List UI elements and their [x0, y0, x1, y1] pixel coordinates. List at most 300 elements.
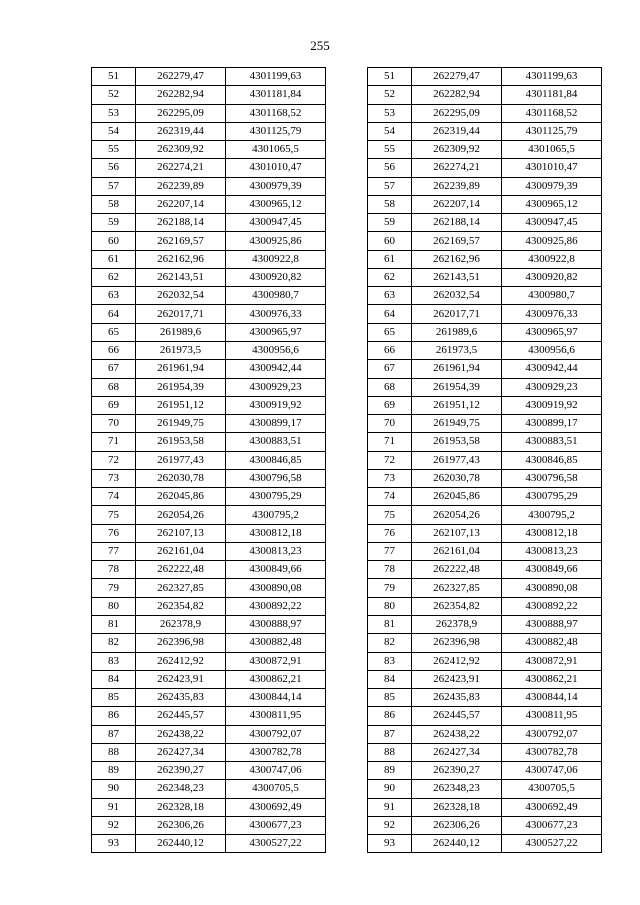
point-number-cell: 53: [92, 104, 136, 122]
y-coordinate-cell: 4300872,91: [502, 652, 602, 670]
table-row: [368, 396, 602, 414]
table-row: [368, 232, 602, 250]
table-row: [368, 341, 602, 359]
x-coordinate-cell: 261954,39: [412, 378, 502, 396]
table-row: [92, 177, 326, 195]
table-row: [368, 816, 602, 834]
coordinates-table-right: [367, 67, 602, 853]
y-coordinate-cell: 4300849,66: [502, 561, 602, 579]
point-number-cell: 59: [92, 214, 136, 232]
y-coordinate-cell: 4301010,47: [502, 159, 602, 177]
y-coordinate-cell: 4300980,7: [226, 287, 326, 305]
y-coordinate-cell: 4301065,5: [226, 141, 326, 159]
table-row: [92, 122, 326, 140]
table-row: [92, 780, 326, 798]
y-coordinate-cell: 4300844,14: [226, 689, 326, 707]
y-coordinate-cell: 4300919,92: [226, 396, 326, 414]
y-coordinate-cell: 4301125,79: [502, 122, 602, 140]
y-coordinate-cell: 4301065,5: [502, 141, 602, 159]
table-row: [92, 488, 326, 506]
y-coordinate-cell: 4300965,97: [226, 323, 326, 341]
y-coordinate-cell: 4300862,21: [502, 670, 602, 688]
table-row: [368, 597, 602, 615]
x-coordinate-cell: 262162,96: [412, 250, 502, 268]
x-coordinate-cell: 261977,43: [412, 451, 502, 469]
x-coordinate-cell: 262162,96: [136, 250, 226, 268]
y-coordinate-cell: 4301010,47: [226, 159, 326, 177]
table-row: [92, 798, 326, 816]
x-coordinate-cell: 262045,86: [136, 488, 226, 506]
y-coordinate-cell: 4300942,44: [226, 360, 326, 378]
x-coordinate-cell: 262207,14: [412, 195, 502, 213]
point-number-cell: 79: [368, 579, 412, 597]
y-coordinate-cell: 4300947,45: [226, 214, 326, 232]
table-row: [368, 798, 602, 816]
point-number-cell: 57: [92, 177, 136, 195]
table-row: [368, 506, 602, 524]
table-row: [92, 597, 326, 615]
table-row: [368, 780, 602, 798]
y-coordinate-cell: 4300795,29: [502, 488, 602, 506]
page-number: 255: [310, 38, 330, 53]
y-coordinate-cell: 4300892,22: [502, 597, 602, 615]
point-number-cell: 80: [368, 597, 412, 615]
x-coordinate-cell: 262030,78: [136, 469, 226, 487]
point-number-cell: 61: [92, 250, 136, 268]
table-row: [92, 433, 326, 451]
point-number-cell: 81: [368, 615, 412, 633]
table-row: [92, 104, 326, 122]
point-number-cell: 54: [92, 122, 136, 140]
point-number-cell: 56: [92, 159, 136, 177]
point-number-cell: 84: [92, 670, 136, 688]
y-coordinate-cell: 4300888,97: [226, 615, 326, 633]
table-row: [92, 232, 326, 250]
table-row: [368, 524, 602, 542]
x-coordinate-cell: 262306,26: [412, 816, 502, 834]
x-coordinate-cell: 262279,47: [412, 68, 502, 86]
x-coordinate-cell: 262107,13: [136, 524, 226, 542]
table-row: [92, 68, 326, 86]
y-coordinate-cell: 4300792,07: [502, 725, 602, 743]
x-coordinate-cell: 262445,57: [136, 707, 226, 725]
point-number-cell: 87: [368, 725, 412, 743]
x-coordinate-cell: 262328,18: [412, 798, 502, 816]
y-coordinate-cell: 4300792,07: [226, 725, 326, 743]
point-number-cell: 62: [368, 268, 412, 286]
table-row: [368, 104, 602, 122]
y-coordinate-cell: 4300811,95: [502, 707, 602, 725]
y-coordinate-cell: 4300956,6: [226, 341, 326, 359]
y-coordinate-cell: 4300795,2: [226, 506, 326, 524]
y-coordinate-cell: 4301125,79: [226, 122, 326, 140]
table-row: [368, 488, 602, 506]
point-number-cell: 58: [92, 195, 136, 213]
y-coordinate-cell: 4300782,78: [226, 743, 326, 761]
x-coordinate-cell: 262354,82: [412, 597, 502, 615]
table-row: [368, 743, 602, 761]
x-coordinate-cell: 262054,26: [136, 506, 226, 524]
x-coordinate-cell: 262438,22: [136, 725, 226, 743]
point-number-cell: 57: [368, 177, 412, 195]
table-row: [368, 214, 602, 232]
point-number-cell: 65: [92, 323, 136, 341]
x-coordinate-cell: 262378,9: [412, 615, 502, 633]
y-coordinate-cell: 4300747,06: [226, 762, 326, 780]
y-coordinate-cell: 4300890,08: [502, 579, 602, 597]
table-row: [92, 360, 326, 378]
table-row: [368, 287, 602, 305]
y-coordinate-cell: 4300922,8: [502, 250, 602, 268]
table-row: [92, 378, 326, 396]
table-row: [92, 524, 326, 542]
table-row: [368, 652, 602, 670]
y-coordinate-cell: 4301199,63: [226, 68, 326, 86]
x-coordinate-cell: 262207,14: [136, 195, 226, 213]
y-coordinate-cell: 4300812,18: [502, 524, 602, 542]
y-coordinate-cell: 4300979,39: [226, 177, 326, 195]
x-coordinate-cell: 262309,92: [136, 141, 226, 159]
y-coordinate-cell: 4300890,08: [226, 579, 326, 597]
point-number-cell: 67: [92, 360, 136, 378]
x-coordinate-cell: 262279,47: [136, 68, 226, 86]
table-row: [92, 652, 326, 670]
y-coordinate-cell: 4300705,5: [502, 780, 602, 798]
table-row: [368, 707, 602, 725]
table-row: [92, 287, 326, 305]
table-row: [368, 415, 602, 433]
y-coordinate-cell: 4300980,7: [502, 287, 602, 305]
y-coordinate-cell: 4301168,52: [502, 104, 602, 122]
table-row: [92, 159, 326, 177]
y-coordinate-cell: 4300705,5: [226, 780, 326, 798]
point-number-cell: 55: [92, 141, 136, 159]
y-coordinate-cell: 4300812,18: [226, 524, 326, 542]
point-number-cell: 55: [368, 141, 412, 159]
x-coordinate-cell: 262188,14: [136, 214, 226, 232]
x-coordinate-cell: 262295,09: [136, 104, 226, 122]
x-coordinate-cell: 262295,09: [412, 104, 502, 122]
x-coordinate-cell: 262427,34: [412, 743, 502, 761]
y-coordinate-cell: 4300925,86: [226, 232, 326, 250]
point-number-cell: 62: [92, 268, 136, 286]
y-coordinate-cell: 4301199,63: [502, 68, 602, 86]
table-row: [92, 141, 326, 159]
table-row: [368, 323, 602, 341]
x-coordinate-cell: 262423,91: [136, 670, 226, 688]
x-coordinate-cell: 262435,83: [412, 689, 502, 707]
x-coordinate-cell: 262032,54: [136, 287, 226, 305]
table-row: [92, 323, 326, 341]
y-coordinate-cell: 4300692,49: [226, 798, 326, 816]
x-coordinate-cell: 261961,94: [412, 360, 502, 378]
point-number-cell: 76: [92, 524, 136, 542]
table-row: [92, 506, 326, 524]
table-row: [92, 725, 326, 743]
y-coordinate-cell: 4301181,84: [226, 86, 326, 104]
point-number-cell: 68: [368, 378, 412, 396]
point-number-cell: 67: [368, 360, 412, 378]
x-coordinate-cell: 262348,23: [412, 780, 502, 798]
x-coordinate-cell: 262327,85: [136, 579, 226, 597]
y-coordinate-cell: 4300920,82: [226, 268, 326, 286]
point-number-cell: 54: [368, 122, 412, 140]
x-coordinate-cell: 262161,04: [136, 542, 226, 560]
table-row: [92, 396, 326, 414]
x-coordinate-cell: 262143,51: [412, 268, 502, 286]
point-number-cell: 64: [368, 305, 412, 323]
y-coordinate-cell: 4300813,23: [226, 542, 326, 560]
table-row: [92, 214, 326, 232]
point-number-cell: 82: [92, 634, 136, 652]
x-coordinate-cell: 262390,27: [136, 762, 226, 780]
table-row: [368, 195, 602, 213]
table-row: [92, 86, 326, 104]
table-row: [368, 542, 602, 560]
y-coordinate-cell: 4300942,44: [502, 360, 602, 378]
x-coordinate-cell: 261951,12: [136, 396, 226, 414]
table-row: [92, 268, 326, 286]
x-coordinate-cell: 262319,44: [136, 122, 226, 140]
x-coordinate-cell: 262435,83: [136, 689, 226, 707]
x-coordinate-cell: 262239,89: [412, 177, 502, 195]
x-coordinate-cell: 262222,48: [412, 561, 502, 579]
x-coordinate-cell: 262054,26: [412, 506, 502, 524]
table-row: [92, 469, 326, 487]
y-coordinate-cell: 4300979,39: [502, 177, 602, 195]
table-row: [92, 816, 326, 834]
x-coordinate-cell: 262396,98: [136, 634, 226, 652]
point-number-cell: 71: [92, 433, 136, 451]
point-number-cell: 66: [368, 341, 412, 359]
table-row: [92, 579, 326, 597]
point-number-cell: 85: [92, 689, 136, 707]
y-coordinate-cell: 4300899,17: [226, 415, 326, 433]
point-number-cell: 84: [368, 670, 412, 688]
table-row: [368, 835, 602, 853]
point-number-cell: 63: [368, 287, 412, 305]
y-coordinate-cell: 4300846,85: [226, 451, 326, 469]
table-row: [92, 250, 326, 268]
table-row: [92, 689, 326, 707]
point-number-cell: 72: [368, 451, 412, 469]
x-coordinate-cell: 262440,12: [412, 835, 502, 853]
point-number-cell: 78: [92, 561, 136, 579]
y-coordinate-cell: 4300882,48: [226, 634, 326, 652]
point-number-cell: 73: [92, 469, 136, 487]
table-row: [368, 433, 602, 451]
x-coordinate-cell: 262309,92: [412, 141, 502, 159]
point-number-cell: 74: [368, 488, 412, 506]
coordinates-table-left: [91, 67, 326, 853]
x-coordinate-cell: 262306,26: [136, 816, 226, 834]
point-number-cell: 59: [368, 214, 412, 232]
point-number-cell: 88: [368, 743, 412, 761]
y-coordinate-cell: 4300922,8: [226, 250, 326, 268]
table-row: [368, 141, 602, 159]
x-coordinate-cell: 261989,6: [136, 323, 226, 341]
point-number-cell: 63: [92, 287, 136, 305]
y-coordinate-cell: 4300677,23: [502, 816, 602, 834]
x-coordinate-cell: 262032,54: [412, 287, 502, 305]
table-row: [92, 305, 326, 323]
x-coordinate-cell: 262427,34: [136, 743, 226, 761]
x-coordinate-cell: 261954,39: [136, 378, 226, 396]
point-number-cell: 92: [368, 816, 412, 834]
point-number-cell: 66: [92, 341, 136, 359]
table-row: [92, 743, 326, 761]
point-number-cell: 93: [368, 835, 412, 853]
y-coordinate-cell: 4300947,45: [502, 214, 602, 232]
table-row: [368, 68, 602, 86]
point-number-cell: 90: [92, 780, 136, 798]
x-coordinate-cell: 262282,94: [412, 86, 502, 104]
table-row: [368, 615, 602, 633]
y-coordinate-cell: 4300920,82: [502, 268, 602, 286]
y-coordinate-cell: 4300527,22: [226, 835, 326, 853]
y-coordinate-cell: 4300899,17: [502, 415, 602, 433]
table-row: [92, 670, 326, 688]
point-number-cell: 76: [368, 524, 412, 542]
y-coordinate-cell: 4301168,52: [226, 104, 326, 122]
x-coordinate-cell: 262143,51: [136, 268, 226, 286]
point-number-cell: 80: [92, 597, 136, 615]
y-coordinate-cell: 4300883,51: [502, 433, 602, 451]
point-number-cell: 70: [92, 415, 136, 433]
x-coordinate-cell: 261953,58: [412, 433, 502, 451]
x-coordinate-cell: 262017,71: [136, 305, 226, 323]
point-number-cell: 65: [368, 323, 412, 341]
x-coordinate-cell: 262188,14: [412, 214, 502, 232]
x-coordinate-cell: 262378,9: [136, 615, 226, 633]
point-number-cell: 92: [92, 816, 136, 834]
x-coordinate-cell: 262282,94: [136, 86, 226, 104]
point-number-cell: 77: [92, 542, 136, 560]
point-number-cell: 89: [368, 762, 412, 780]
x-coordinate-cell: 262390,27: [412, 762, 502, 780]
point-number-cell: 75: [368, 506, 412, 524]
y-coordinate-cell: 4300965,12: [502, 195, 602, 213]
y-coordinate-cell: 4300892,22: [226, 597, 326, 615]
x-coordinate-cell: 262438,22: [412, 725, 502, 743]
y-coordinate-cell: 4300796,58: [502, 469, 602, 487]
y-coordinate-cell: 4300795,2: [502, 506, 602, 524]
point-number-cell: 78: [368, 561, 412, 579]
point-number-cell: 71: [368, 433, 412, 451]
x-coordinate-cell: 261949,75: [136, 415, 226, 433]
table-row: [92, 451, 326, 469]
point-number-cell: 87: [92, 725, 136, 743]
y-coordinate-cell: 4300976,33: [226, 305, 326, 323]
table-row: [368, 250, 602, 268]
x-coordinate-cell: 262328,18: [136, 798, 226, 816]
y-coordinate-cell: 4300677,23: [226, 816, 326, 834]
y-coordinate-cell: 4300929,23: [226, 378, 326, 396]
point-number-cell: 75: [92, 506, 136, 524]
y-coordinate-cell: 4300813,23: [502, 542, 602, 560]
table-row: [92, 634, 326, 652]
point-number-cell: 74: [92, 488, 136, 506]
point-number-cell: 60: [368, 232, 412, 250]
table-row: [368, 177, 602, 195]
point-number-cell: 82: [368, 634, 412, 652]
point-number-cell: 61: [368, 250, 412, 268]
table-row: [368, 670, 602, 688]
point-number-cell: 73: [368, 469, 412, 487]
y-coordinate-cell: 4300782,78: [502, 743, 602, 761]
y-coordinate-cell: 4300882,48: [502, 634, 602, 652]
x-coordinate-cell: 262274,21: [412, 159, 502, 177]
x-coordinate-cell: 262169,57: [136, 232, 226, 250]
point-number-cell: 86: [92, 707, 136, 725]
y-coordinate-cell: 4300692,49: [502, 798, 602, 816]
table-row: [368, 689, 602, 707]
x-coordinate-cell: 262445,57: [412, 707, 502, 725]
table-row: [368, 122, 602, 140]
table-row: [92, 415, 326, 433]
point-number-cell: 89: [92, 762, 136, 780]
point-number-cell: 81: [92, 615, 136, 633]
point-number-cell: 58: [368, 195, 412, 213]
point-number-cell: 91: [92, 798, 136, 816]
table-row: [368, 451, 602, 469]
x-coordinate-cell: 262274,21: [136, 159, 226, 177]
y-coordinate-cell: 4300846,85: [502, 451, 602, 469]
x-coordinate-cell: 262319,44: [412, 122, 502, 140]
point-number-cell: 79: [92, 579, 136, 597]
point-number-cell: 83: [368, 652, 412, 670]
table-row: [92, 542, 326, 560]
table-row: [92, 835, 326, 853]
y-coordinate-cell: 4300844,14: [502, 689, 602, 707]
y-coordinate-cell: 4300811,95: [226, 707, 326, 725]
x-coordinate-cell: 262412,92: [136, 652, 226, 670]
x-coordinate-cell: 262107,13: [412, 524, 502, 542]
x-coordinate-cell: 262396,98: [412, 634, 502, 652]
y-coordinate-cell: 4300965,97: [502, 323, 602, 341]
x-coordinate-cell: 261949,75: [412, 415, 502, 433]
y-coordinate-cell: 4300883,51: [226, 433, 326, 451]
y-coordinate-cell: 4300956,6: [502, 341, 602, 359]
point-number-cell: 83: [92, 652, 136, 670]
point-number-cell: 85: [368, 689, 412, 707]
table-row: [368, 159, 602, 177]
x-coordinate-cell: 262348,23: [136, 780, 226, 798]
x-coordinate-cell: 261951,12: [412, 396, 502, 414]
x-coordinate-cell: 261973,5: [136, 341, 226, 359]
table-row: [368, 634, 602, 652]
x-coordinate-cell: 261977,43: [136, 451, 226, 469]
table-row: [92, 341, 326, 359]
y-coordinate-cell: 4300872,91: [226, 652, 326, 670]
point-number-cell: 69: [92, 396, 136, 414]
y-coordinate-cell: 4300796,58: [226, 469, 326, 487]
point-number-cell: 91: [368, 798, 412, 816]
point-number-cell: 86: [368, 707, 412, 725]
x-coordinate-cell: 261961,94: [136, 360, 226, 378]
point-number-cell: 60: [92, 232, 136, 250]
table-row: [368, 86, 602, 104]
x-coordinate-cell: 262030,78: [412, 469, 502, 487]
x-coordinate-cell: 262017,71: [412, 305, 502, 323]
table-row: [368, 360, 602, 378]
y-coordinate-cell: 4300747,06: [502, 762, 602, 780]
x-coordinate-cell: 262423,91: [412, 670, 502, 688]
point-number-cell: 90: [368, 780, 412, 798]
x-coordinate-cell: 261953,58: [136, 433, 226, 451]
x-coordinate-cell: 262045,86: [412, 488, 502, 506]
x-coordinate-cell: 262161,04: [412, 542, 502, 560]
